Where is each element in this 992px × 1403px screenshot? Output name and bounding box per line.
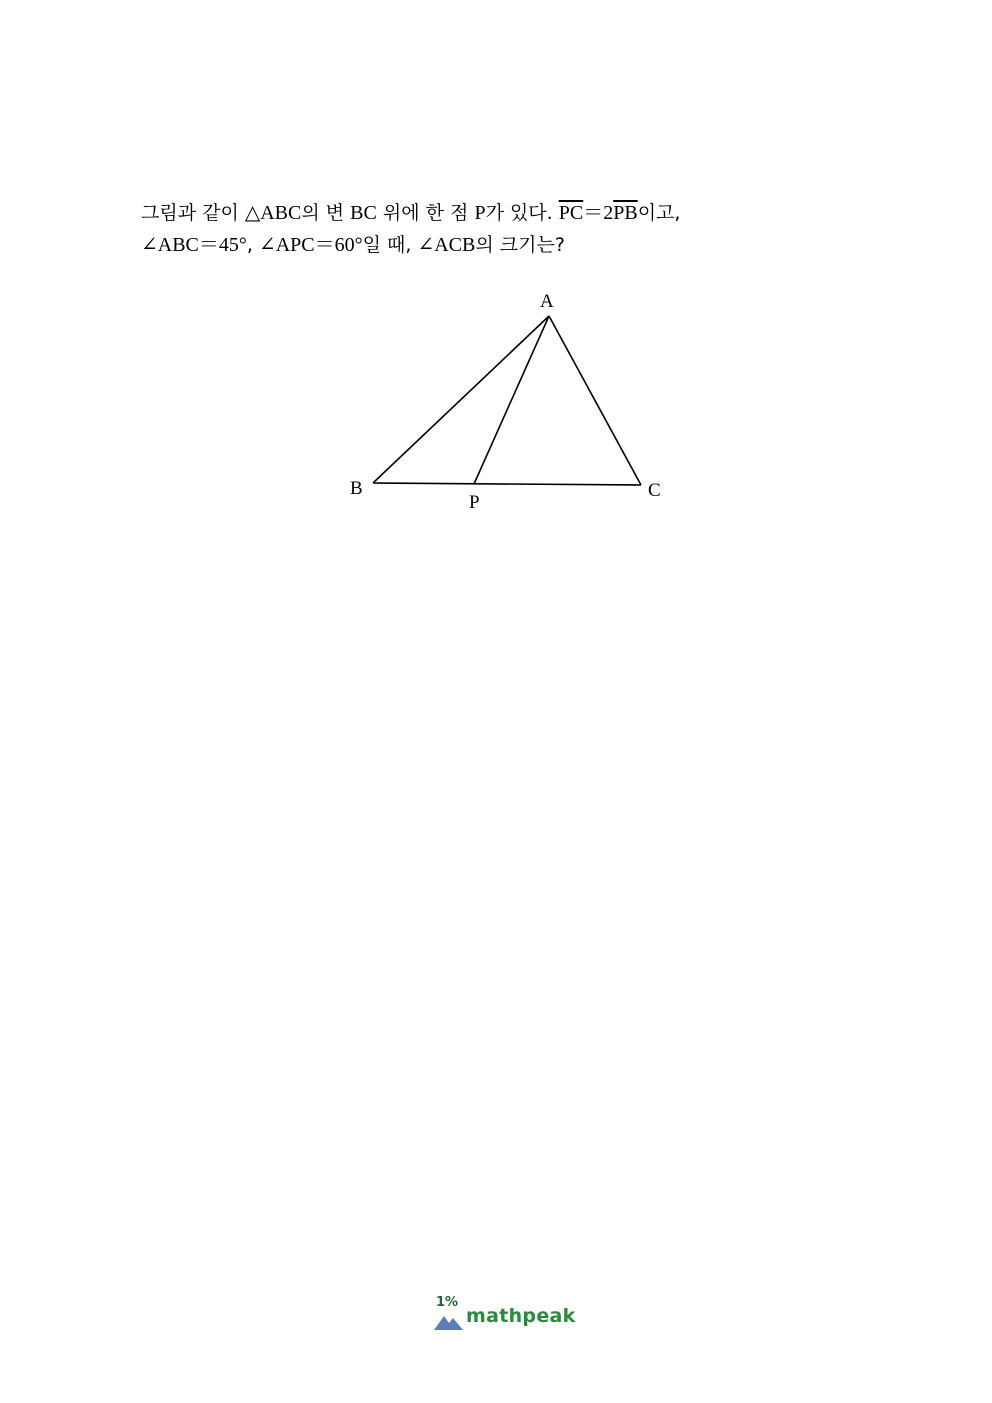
equals-two: ＝2 bbox=[583, 202, 614, 224]
angle-acb: ∠ACB bbox=[417, 234, 476, 256]
text-segment: 이고, bbox=[637, 202, 681, 224]
label-a: A bbox=[540, 291, 554, 312]
logo-percent: 1% bbox=[436, 1295, 459, 1310]
angle-abc: ∠ABC＝45° bbox=[141, 234, 247, 256]
segment-bc: BC bbox=[350, 202, 377, 224]
angle-apc: ∠APC＝60° bbox=[258, 234, 363, 256]
label-c: C bbox=[648, 480, 661, 501]
label-b: B bbox=[350, 478, 363, 499]
triangle-abc: △ABC bbox=[244, 202, 302, 224]
segment-ap bbox=[474, 316, 549, 484]
side-ac bbox=[549, 316, 641, 485]
logo-text: mathpeak bbox=[466, 1305, 576, 1327]
mathpeak-logo bbox=[432, 1295, 576, 1335]
triangle-diagram bbox=[330, 285, 680, 520]
segment-pb: $\overline{PB}$ bbox=[613, 202, 638, 224]
label-p: P bbox=[469, 492, 480, 513]
text-segment: 일 때, bbox=[362, 234, 418, 256]
problem-text bbox=[141, 197, 861, 261]
text-segment: 의 크기는? bbox=[475, 234, 565, 256]
text-segment: 의 변 bbox=[301, 202, 351, 224]
text-segment: 위에 한 점 bbox=[376, 202, 475, 224]
triangle-figure bbox=[330, 285, 680, 520]
mountain-icon bbox=[434, 1312, 464, 1330]
text-segment: 그림과 같이 bbox=[141, 202, 245, 224]
point-p: P bbox=[474, 202, 486, 224]
side-bc bbox=[373, 483, 641, 485]
problem-line-2 bbox=[141, 229, 861, 261]
problem-line-1 bbox=[141, 197, 861, 229]
text-segment: 가 있다. bbox=[485, 202, 559, 224]
text-segment: , bbox=[246, 234, 259, 256]
side-ab bbox=[373, 316, 549, 483]
segment-pc: $\overline{PC}$ bbox=[558, 202, 584, 224]
